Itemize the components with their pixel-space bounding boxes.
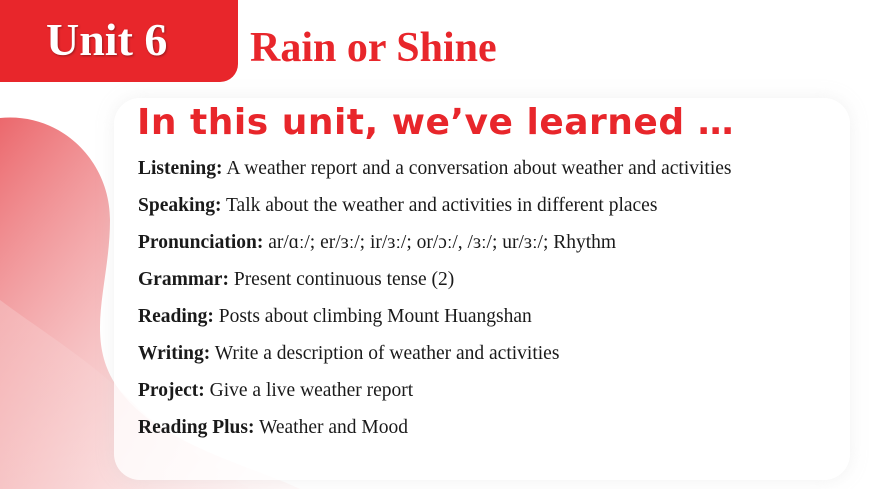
unit-tab [0,0,238,82]
list-item-writing [138,342,732,379]
item-text: A weather report and a conversation about weather and activities [226,158,732,179]
item-label: Reading Plus: [138,417,255,438]
item-label: Listening: [138,158,223,179]
list-item-reading [138,305,732,342]
item-text: Posts about climbing Mount Huangshan [218,306,532,327]
list-item-grammar [138,268,732,305]
item-label: Writing: [138,343,211,364]
item-text: Talk about the weather and activities in different places [225,195,658,216]
list-item-reading-plus [138,416,732,453]
list-item-speaking [138,194,732,231]
unit-title: Rain or Shine [250,25,497,71]
item-text: Weather and Mood [259,417,408,438]
item-label: Grammar: [138,269,229,290]
list-item-pronunciation [138,231,732,268]
list-item-listening [138,157,732,194]
unit-label: Unit 6 [46,14,168,65]
section-heading: In this unit, we’ve learned … [137,102,735,143]
item-label: Reading: [138,306,214,327]
list-item-project [138,379,732,416]
item-label: Speaking: [138,195,222,216]
item-text: Write a description of weather and activities [214,343,560,364]
item-text: Present continuous tense (2) [233,269,455,290]
learning-list [138,157,732,453]
item-label: Pronunciation: [138,232,264,253]
item-text: Give a live weather report [209,380,414,401]
item-text: ar/ɑː/; er/ɜː/; ir/ɜː/; or/ɔː/, /ɜː/; ur/ɜː/; Rhythm [268,232,617,253]
item-label: Project: [138,380,205,401]
